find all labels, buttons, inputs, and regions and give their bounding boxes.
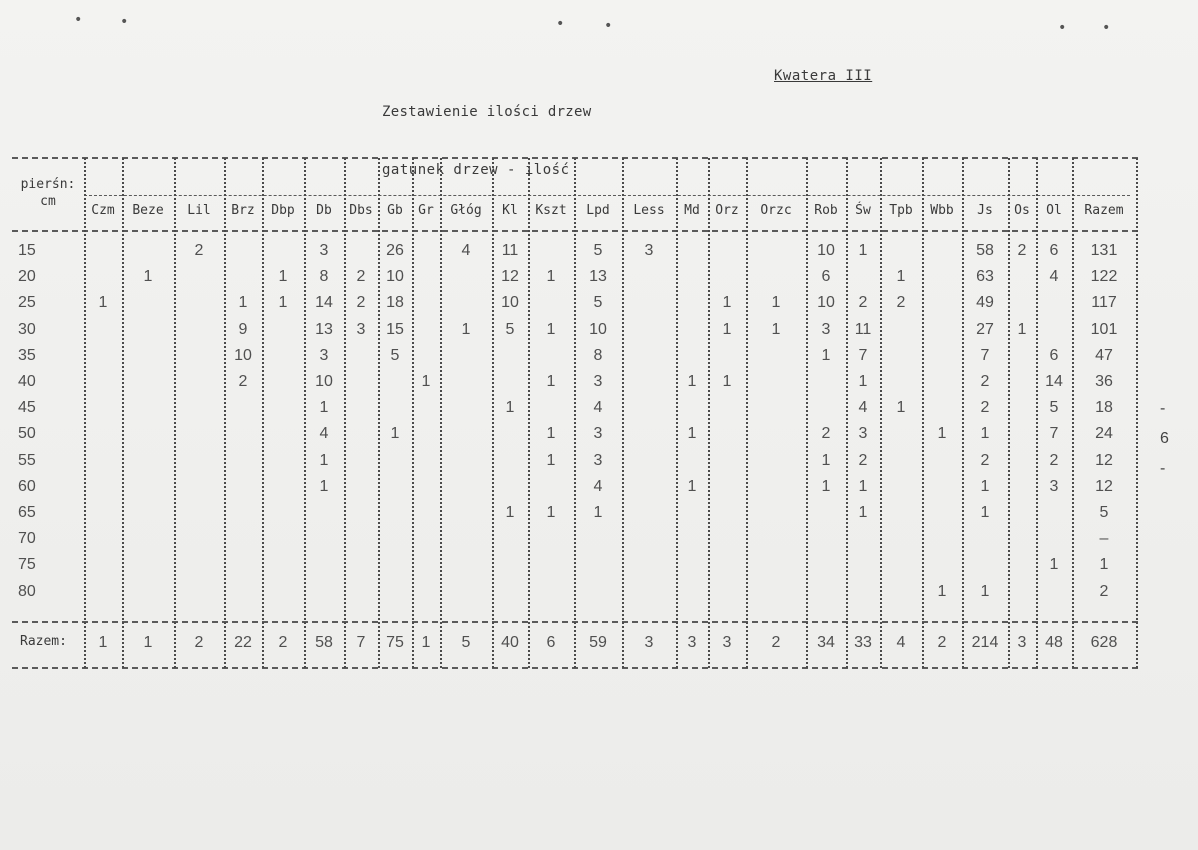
table-cell: 10 bbox=[817, 242, 835, 259]
table-row bbox=[0, 530, 1198, 556]
total-cell: 75 bbox=[386, 634, 404, 651]
table-row bbox=[0, 294, 1198, 320]
total-cell: 3 bbox=[722, 634, 732, 651]
table-cell: 7 bbox=[980, 346, 990, 364]
table-cell: 1 bbox=[687, 477, 697, 495]
table-row bbox=[0, 504, 1198, 530]
diameter-cell: 70 bbox=[18, 530, 36, 548]
table-cell: 15 bbox=[386, 320, 404, 338]
punch-hole-mark: • bbox=[120, 14, 129, 30]
diameter-cell: 15 bbox=[18, 242, 36, 259]
margin-mark: - bbox=[1160, 400, 1166, 417]
table-cell: 1 bbox=[1049, 556, 1059, 574]
column-header: Db bbox=[316, 203, 332, 218]
table-cell: 1 bbox=[1017, 320, 1027, 338]
column-header: Wbb bbox=[930, 203, 954, 218]
table-cell: 1 bbox=[722, 294, 732, 312]
table-cell: 1 bbox=[390, 425, 400, 443]
column-header-row bbox=[0, 203, 1198, 223]
table-cell: 1 bbox=[278, 294, 288, 312]
table-cell: 1 bbox=[980, 504, 990, 521]
table-cell: 1 bbox=[722, 373, 732, 390]
table-cell: 5 bbox=[1099, 504, 1109, 521]
table-cell: 2 bbox=[356, 294, 366, 312]
table-cell: 36 bbox=[1095, 373, 1113, 390]
table-cell: 2 bbox=[858, 451, 868, 469]
table-cell: 13 bbox=[589, 268, 607, 286]
table-cell: 1 bbox=[98, 294, 108, 312]
diameter-cell: 55 bbox=[18, 451, 36, 469]
table-cell: 11 bbox=[854, 320, 872, 338]
table-cell: 117 bbox=[1091, 294, 1117, 312]
table-cell: 5 bbox=[505, 320, 515, 338]
total-cell: 58 bbox=[315, 634, 333, 651]
total-cell: 1 bbox=[143, 634, 153, 651]
total-cell: 48 bbox=[1045, 634, 1063, 651]
table-row bbox=[0, 452, 1198, 478]
table-cell: 10 bbox=[386, 268, 404, 286]
table-cell: 1 bbox=[278, 268, 288, 286]
punch-hole-mark: • bbox=[556, 16, 565, 32]
section-label: Kwatera III bbox=[774, 68, 873, 84]
table-cell: 10 bbox=[234, 346, 252, 364]
table-cell: 10 bbox=[817, 294, 835, 312]
table-cell: 13 bbox=[315, 320, 333, 338]
table-cell: 3 bbox=[319, 242, 329, 259]
table-cell: 27 bbox=[976, 320, 994, 338]
total-cell: 59 bbox=[589, 634, 607, 651]
column-header: Ol bbox=[1046, 203, 1062, 218]
table-row bbox=[0, 425, 1198, 451]
column-header: Md bbox=[684, 203, 700, 218]
table-cell: 3 bbox=[356, 320, 366, 338]
total-label: Razem: bbox=[20, 634, 67, 649]
table-cell: 1 bbox=[687, 373, 697, 390]
table-cell: 8 bbox=[593, 346, 603, 364]
table-cell: 2 bbox=[896, 294, 906, 312]
column-header: Dbs bbox=[349, 203, 373, 218]
diameter-cell: 45 bbox=[18, 399, 36, 417]
total-cell: 214 bbox=[971, 634, 999, 651]
diameter-header-unit: cm bbox=[40, 194, 56, 209]
table-cell: 3 bbox=[821, 320, 831, 338]
table-cell: 5 bbox=[593, 294, 603, 312]
diameter-cell: 65 bbox=[18, 504, 36, 521]
column-header: Rob bbox=[814, 203, 838, 218]
total-cell: 7 bbox=[356, 634, 366, 651]
table-cell: 2 bbox=[1049, 451, 1059, 469]
table-cell: 1 bbox=[937, 582, 947, 600]
diameter-cell: 50 bbox=[18, 425, 36, 443]
table-cell: 6 bbox=[1049, 346, 1059, 364]
table-cell: – bbox=[1099, 530, 1109, 548]
table-cell: 47 bbox=[1095, 346, 1113, 364]
column-header: Głóg bbox=[450, 203, 482, 218]
table-cell: 2 bbox=[980, 451, 990, 469]
table-cell: 6 bbox=[1049, 242, 1059, 259]
table-cell: 1 bbox=[319, 477, 329, 495]
column-header: Kszt bbox=[535, 203, 567, 218]
table-cell: 2 bbox=[356, 268, 366, 286]
table-cell: 101 bbox=[1090, 320, 1118, 338]
diameter-cell: 30 bbox=[18, 320, 36, 338]
table-cell: 1 bbox=[896, 268, 906, 286]
table-cell: 3 bbox=[319, 346, 329, 364]
table-cell: 4 bbox=[1049, 268, 1059, 286]
table-row bbox=[0, 373, 1198, 399]
total-cell: 628 bbox=[1090, 634, 1118, 651]
table-cell: 3 bbox=[593, 373, 603, 390]
total-cell: 22 bbox=[234, 634, 252, 651]
table-cell: 1 bbox=[858, 242, 868, 259]
table-row bbox=[0, 556, 1198, 582]
table-cell: 1 bbox=[771, 294, 781, 312]
table-cell: 4 bbox=[461, 242, 471, 259]
table-cell: 3 bbox=[858, 425, 868, 443]
table-row bbox=[0, 583, 1198, 609]
table-cell: 2 bbox=[821, 425, 831, 443]
column-header: Orz bbox=[715, 203, 739, 218]
table-cell: 1 bbox=[505, 504, 515, 521]
table-cell: 1 bbox=[821, 346, 831, 364]
table-row bbox=[0, 478, 1198, 504]
table-cell: 1 bbox=[722, 320, 732, 338]
table-cell: 4 bbox=[593, 477, 603, 495]
table-cell: 1 bbox=[319, 399, 329, 417]
diameter-cell: 80 bbox=[18, 582, 36, 600]
column-header: Lil bbox=[187, 203, 211, 218]
total-cell: 4 bbox=[896, 634, 906, 651]
total-cell: 1 bbox=[421, 634, 431, 651]
table-cell: 58 bbox=[976, 242, 994, 259]
total-cell: 3 bbox=[644, 634, 654, 651]
page-number: 6 bbox=[1160, 430, 1169, 447]
table-cell: 1 bbox=[546, 268, 556, 286]
total-cell: 1 bbox=[98, 634, 108, 651]
table-cell: 14 bbox=[1045, 373, 1063, 390]
table-cell: 1 bbox=[1099, 556, 1109, 574]
table-cell: 1 bbox=[546, 320, 556, 338]
table-cell: 18 bbox=[386, 294, 404, 312]
table-cell: 1 bbox=[461, 320, 471, 338]
table-cell: 1 bbox=[505, 399, 515, 417]
table-cell: 1 bbox=[421, 373, 431, 390]
table-cell: 5 bbox=[593, 242, 603, 259]
table-cell: 7 bbox=[1049, 425, 1059, 443]
table-cell: 3 bbox=[1049, 477, 1059, 495]
diameter-cell: 35 bbox=[18, 346, 36, 364]
total-row bbox=[0, 634, 1198, 656]
table-cell: 1 bbox=[937, 425, 947, 443]
column-header: Tpb bbox=[889, 203, 913, 218]
table-cell: 1 bbox=[858, 504, 868, 521]
table-cell: 1 bbox=[821, 477, 831, 495]
total-cell: 3 bbox=[687, 634, 697, 651]
table-cell: 1 bbox=[546, 373, 556, 390]
page-title: Zestawienie ilości drzew bbox=[382, 104, 592, 120]
table-cell: 3 bbox=[593, 451, 603, 469]
table-cell: 4 bbox=[593, 399, 603, 417]
column-header: Kl bbox=[502, 203, 518, 218]
column-header: Gb bbox=[387, 203, 403, 218]
column-header: Orzc bbox=[760, 203, 792, 218]
total-cell: 6 bbox=[546, 634, 556, 651]
table-cell: 1 bbox=[546, 425, 556, 443]
table-row bbox=[0, 399, 1198, 425]
table-cell: 4 bbox=[858, 399, 868, 417]
table-cell: 2 bbox=[1099, 582, 1109, 600]
table-cell: 11 bbox=[501, 242, 519, 259]
table-cell: 5 bbox=[1049, 399, 1059, 417]
diameter-cell: 75 bbox=[18, 556, 36, 574]
table-cell: 8 bbox=[319, 268, 329, 286]
total-cell: 5 bbox=[461, 634, 471, 651]
table-cell: 10 bbox=[501, 294, 519, 312]
table-cell: 3 bbox=[644, 242, 654, 259]
table-row bbox=[0, 268, 1198, 294]
column-header: Dbp bbox=[271, 203, 295, 218]
total-cell: 40 bbox=[501, 634, 519, 651]
total-cell: 33 bbox=[854, 634, 872, 651]
table-cell: 1 bbox=[687, 425, 697, 443]
table-cell: 5 bbox=[390, 346, 400, 364]
column-header: Beze bbox=[132, 203, 164, 218]
diameter-cell: 60 bbox=[18, 477, 36, 495]
margin-mark: - bbox=[1160, 460, 1166, 477]
total-cell: 2 bbox=[278, 634, 288, 651]
table-cell: 7 bbox=[858, 346, 868, 364]
column-header: Razem bbox=[1084, 203, 1124, 218]
column-header: Św bbox=[855, 203, 871, 218]
column-header: Less bbox=[633, 203, 665, 218]
table-cell: 122 bbox=[1090, 268, 1118, 286]
punch-hole-mark: • bbox=[74, 12, 83, 28]
table-row bbox=[0, 347, 1198, 373]
table-cell: 1 bbox=[821, 451, 831, 469]
column-header: Czm bbox=[91, 203, 115, 218]
table-cell: 2 bbox=[858, 294, 868, 312]
diameter-cell: 20 bbox=[18, 268, 36, 286]
total-cell: 2 bbox=[194, 634, 204, 651]
table-cell: 18 bbox=[1095, 399, 1113, 417]
table-cell: 12 bbox=[1095, 477, 1113, 495]
table-cell: 49 bbox=[976, 294, 994, 312]
column-header: Os bbox=[1014, 203, 1030, 218]
punch-hole-mark: • bbox=[1102, 20, 1111, 36]
total-cell: 2 bbox=[771, 634, 781, 651]
total-cell: 2 bbox=[937, 634, 947, 651]
table-cell: 4 bbox=[319, 425, 329, 443]
table-cell: 3 bbox=[593, 425, 603, 443]
table-cell: 1 bbox=[238, 294, 248, 312]
diameter-cell: 25 bbox=[18, 294, 36, 312]
table-cell: 1 bbox=[896, 399, 906, 417]
table-cell: 1 bbox=[319, 451, 329, 469]
column-header: Lpd bbox=[586, 203, 610, 218]
table-cell: 1 bbox=[593, 504, 603, 521]
diameter-cell: 40 bbox=[18, 373, 36, 390]
total-cell: 3 bbox=[1017, 634, 1027, 651]
table-cell: 12 bbox=[501, 268, 519, 286]
table-row bbox=[0, 242, 1198, 268]
table-cell: 9 bbox=[238, 320, 248, 338]
table-cell: 10 bbox=[315, 373, 333, 390]
table-cell: 2 bbox=[980, 399, 990, 417]
table-cell: 26 bbox=[386, 242, 404, 259]
table-cell: 1 bbox=[143, 268, 153, 286]
table-cell: 131 bbox=[1090, 242, 1118, 259]
table-cell: 1 bbox=[546, 451, 556, 469]
table-cell: 24 bbox=[1095, 425, 1113, 443]
table-cell: 2 bbox=[980, 373, 990, 390]
column-header: Js bbox=[977, 203, 993, 218]
punch-hole-mark: • bbox=[604, 18, 613, 34]
table-cell: 1 bbox=[980, 582, 990, 600]
table-cell: 6 bbox=[821, 268, 831, 286]
table-cell: 1 bbox=[771, 320, 781, 338]
table-cell: 1 bbox=[980, 425, 990, 443]
table-cell: 1 bbox=[980, 477, 990, 495]
table-cell: 10 bbox=[589, 320, 607, 338]
column-header: Gr bbox=[418, 203, 434, 218]
table-cell: 63 bbox=[976, 268, 994, 286]
column-header: Brz bbox=[231, 203, 255, 218]
table-cell: 1 bbox=[546, 504, 556, 521]
table-cell: 2 bbox=[194, 242, 204, 259]
table-cell: 14 bbox=[315, 294, 333, 312]
total-cell: 34 bbox=[817, 634, 835, 651]
table-row bbox=[0, 321, 1198, 347]
table-cell: 1 bbox=[858, 373, 868, 390]
group-header-rule bbox=[84, 195, 1130, 196]
punch-hole-mark: • bbox=[1058, 20, 1067, 36]
table-cell: 2 bbox=[1017, 242, 1027, 259]
table-cell: 2 bbox=[238, 373, 248, 390]
table-cell: 12 bbox=[1095, 451, 1113, 469]
species-group-header: gatunek drzew - ilość bbox=[382, 162, 570, 178]
table-cell: 1 bbox=[858, 477, 868, 495]
diameter-header-line: pierśn: bbox=[20, 177, 76, 192]
